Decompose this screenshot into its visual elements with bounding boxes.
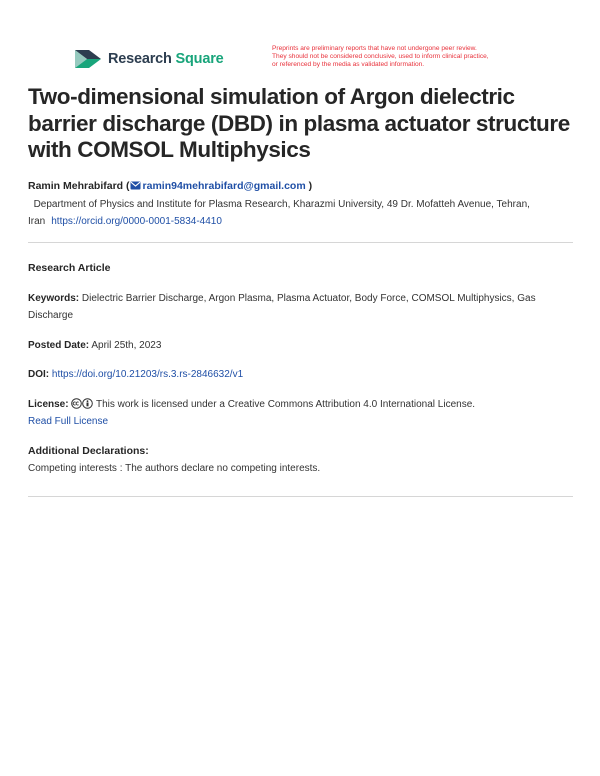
additional-declarations-text: Competing interests : The authors declare no competing interests. [28,463,321,474]
divider [28,496,573,497]
license-label: License: [28,399,69,410]
disclaimer-line: Preprints are preliminary reports that have not undergone peer review. [272,45,477,52]
logo-text [108,51,224,67]
header [0,44,600,78]
mail-icon [130,181,141,190]
disclaimer-line: They should not be considered conclusive, used to inform clinical practice, [272,53,489,61]
author-name: Ramin Mehrabifard [28,180,124,192]
orcid-link[interactable]: https://orcid.org/0000-0001-5834-4410 [51,216,222,227]
license-text: This work is licensed under a Creative Commons Attribution 4.0 International License. [95,399,476,410]
posted-date-field [28,337,573,354]
posted-date-value: April 25th, 2023 [91,340,162,351]
doi-link[interactable]: https://doi.org/10.21203/rs.3.rs-2846632/v1 [51,369,244,380]
research-square-logo[interactable] [74,48,224,70]
doi-field [28,366,573,383]
logo-word-square: Square [175,51,224,67]
disclaimer-line: or referenced by the media as validated information. [272,61,425,69]
attribution-icon [82,398,93,409]
author-email-link[interactable]: ramin94mehrabifard@gmail.com [142,180,306,192]
affiliation-text: Department of Physics and Institute for Plasma Research, Kharazmi University, 49 Dr. Mofatteh Avenue, Tehran, Iran [28,199,530,227]
keywords-value: Dielectric Barrier Discharge, Argon Plasma, Plasma Actuator, Body Force, COMSOL Multiphysics, Gas Discharge [28,293,536,321]
logo-word-research: Research [108,51,172,67]
keywords-field [28,290,573,324]
article-type: Research Article [28,262,111,274]
license-field [28,396,573,430]
author-affiliation [28,196,576,230]
doi-label: DOI: [28,369,50,380]
author-line [28,180,312,192]
article-title: Two-dimensional simulation of Argon dielectric barrier discharge (DBD) in plasma actuator structure with COMSOL Multiphysics [28,84,570,162]
open-paren: ( [126,180,130,192]
additional-declarations-heading: Additional Declarations: [28,445,149,457]
posted-date-label: Posted Date: [28,340,90,351]
divider [28,242,573,243]
creative-commons-icon [71,398,82,409]
read-full-license-link[interactable]: Read Full License [28,416,109,427]
close-paren: ) [308,180,313,192]
preprint-disclaimer [272,45,542,70]
keywords-label: Keywords: [28,293,80,304]
research-square-logo-icon [74,48,102,70]
